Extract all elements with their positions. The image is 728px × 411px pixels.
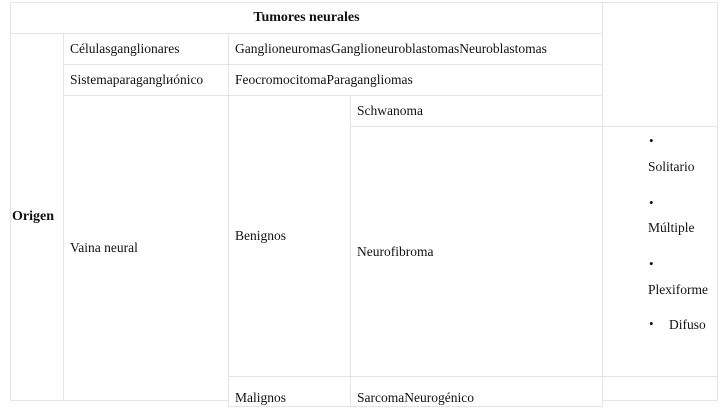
empty-cell-bottom-right (602, 376, 718, 401)
neurofibroma-type-item: Múltiple (648, 220, 695, 235)
neurofibroma-type-item: Plexiforme (648, 282, 708, 297)
origin-ganglion-cells: Célulasganglionares (63, 33, 229, 65)
tumors-ganglion-cells: GanglioneuromasGanglioneuroblastomasNeuroblastomas (228, 33, 603, 65)
tumors-paraganglionic-system: FeocromocitomaParagangliomas (228, 64, 603, 96)
bullet-icon: • (649, 133, 654, 148)
tumor-neurogenic-sarcoma: SarcomaNeurogénico (350, 376, 603, 407)
bullet-icon: • (649, 195, 654, 210)
category-benign: Benignos (228, 95, 351, 377)
tumor-schwannoma: Schwanoma (350, 95, 603, 127)
neurofibroma-types-list (602, 126, 718, 377)
category-malignant: Malignos (228, 376, 351, 407)
neurofibroma-type-item: Solitario (648, 159, 695, 174)
table-title: Tumores neurales (10, 2, 603, 34)
origin-paraganglionic-system: Sistemaparaganglиónico (63, 64, 229, 96)
empty-cell-top-right (602, 2, 718, 127)
neurofibroma-type-item: Difuso (669, 317, 706, 332)
bullet-icon: • (649, 256, 654, 271)
row-header-origin: Origen (10, 33, 64, 401)
bullet-icon: • (649, 316, 654, 331)
origin-neural-sheath: Vaina neural (63, 95, 229, 401)
tumor-neurofibroma: Neurofibroma (350, 126, 603, 377)
